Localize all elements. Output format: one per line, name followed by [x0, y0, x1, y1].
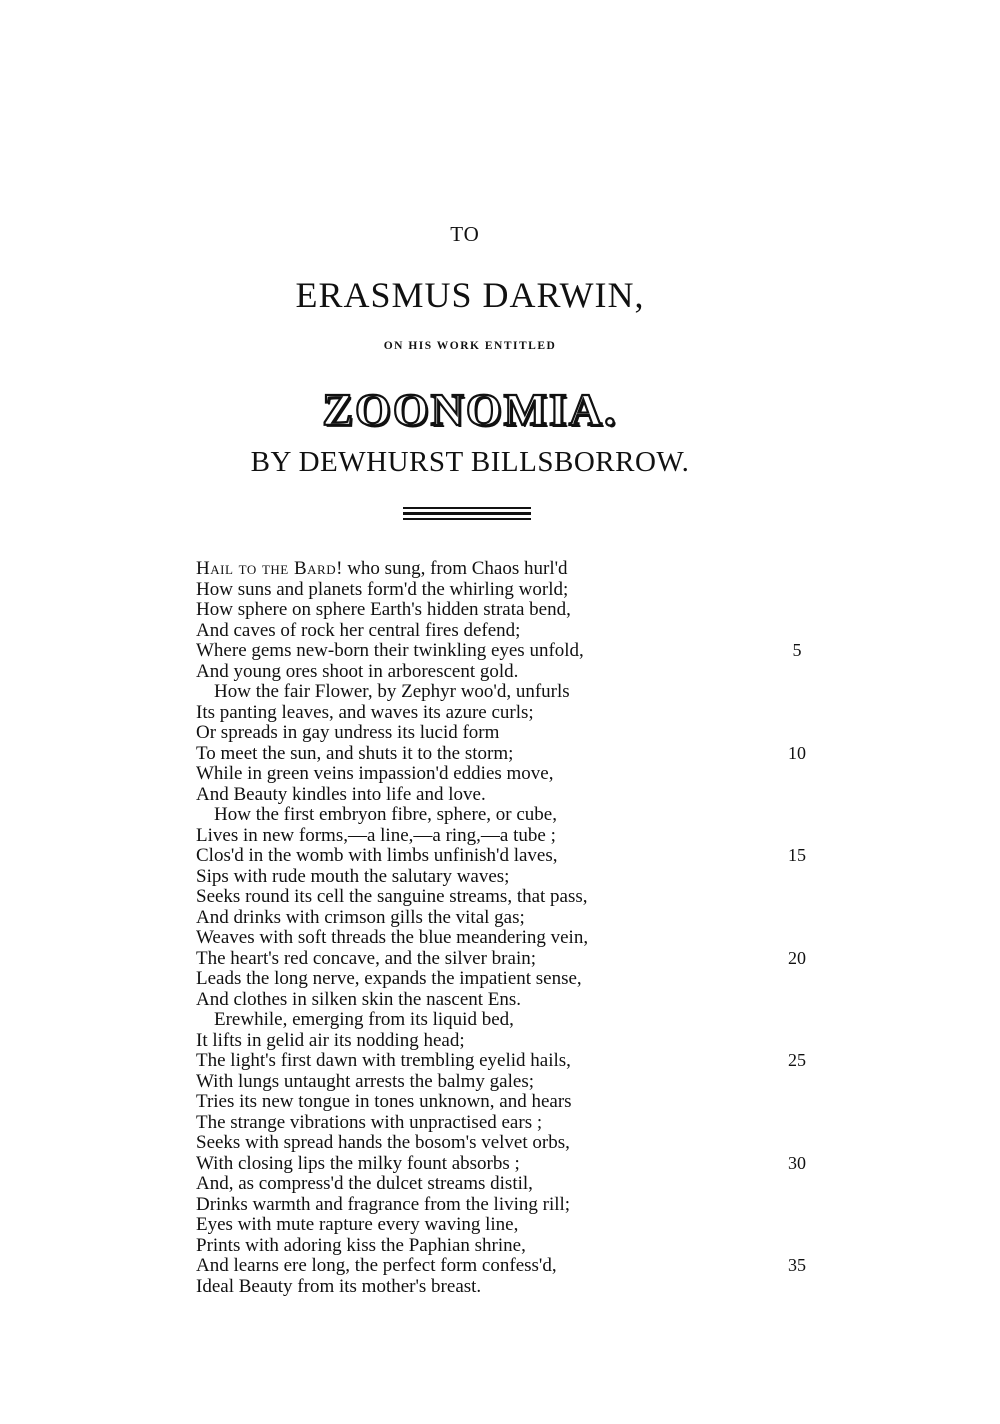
poem-line: Drinks warmth and fragrance from the living rill; — [196, 1193, 571, 1215]
ornamental-rule — [403, 518, 531, 520]
poem-line: And clothes in silken skin the nascent Ens. — [196, 988, 522, 1010]
poem-line: Or spreads in gay undress its lucid form — [196, 722, 500, 743]
poem-line: While in green veins impassion'd eddies move, — [196, 763, 554, 784]
poem-line: The light's first dawn with trembling eyelid hails, — [196, 1050, 571, 1071]
opening-smallcaps: Hail to the Bard — [196, 558, 337, 579]
line-number: 15 — [788, 845, 806, 865]
author-line: BY DEWHURST BILLSBORROW. — [250, 446, 690, 478]
poem-line: The heart's red concave, and the silver brain; — [196, 947, 536, 969]
poem-line: Tries its new tongue in tones unknown, and hears — [196, 1091, 572, 1112]
line-number: 20 — [788, 947, 806, 968]
poem-line: Its panting leaves, and waves its azure curls; — [196, 701, 534, 723]
poem-line: And learns ere long, the perfect form confess'd, — [196, 1255, 557, 1276]
poem-line: Leads the long nerve, expands the impatient sense, — [196, 968, 582, 989]
poem-line: And young ores shoot in arborescent gold. — [196, 660, 519, 682]
poem-line: Lives in new forms,—a line,—a ring,—a tube ; — [196, 824, 556, 846]
subtitle: ON HIS WORK ENTITLED — [383, 340, 557, 352]
poem-line: To meet the sun, and shuts it to the storm; — [196, 742, 514, 764]
ornamental-rule — [403, 507, 531, 509]
poem-line: The strange vibrations with unpractised ears ; — [196, 1111, 543, 1133]
poem-line: And Beauty kindles into life and love. — [196, 783, 486, 805]
line-number: 10 — [788, 742, 806, 763]
poem-line: Clos'd in the womb with limbs unfinish'd laves, — [196, 845, 558, 866]
line-number: 5 — [792, 640, 802, 660]
line-number: 30 — [788, 1152, 806, 1173]
poem-line: Seeks round its cell the sanguine streams, that pass, — [196, 886, 588, 907]
poem-line: Ideal Beauty from its mother's breast. — [196, 1275, 482, 1297]
dedication-to: TO — [450, 222, 480, 246]
poem-line: How the first embryon fibre, sphere, or cube, — [214, 804, 557, 825]
poem-line: How suns and planets form'd the whirling world; — [196, 578, 569, 600]
work-title: ZOONOMIA. — [322, 384, 618, 435]
poem-line: With lungs untaught arrests the balmy gales; — [196, 1070, 535, 1092]
poem-line: Erewhile, emerging from its liquid bed, — [214, 1009, 514, 1030]
line-number: 35 — [788, 1255, 806, 1275]
poem-line: Sips with rude mouth the salutary waves; — [196, 865, 510, 887]
poem-line: Prints with adoring kiss the Paphian shrine, — [196, 1234, 526, 1256]
poem-line: Eyes with mute rapture every waving line, — [196, 1214, 519, 1235]
poem-line: Where gems new-born their twinkling eyes unfold, — [196, 640, 584, 661]
poem-line — [196, 558, 568, 579]
poem-line: Seeks with spread hands the bosom's velvet orbs, — [196, 1132, 570, 1153]
poem-line: And caves of rock her central fires defend; — [196, 619, 521, 641]
poem-line: Weaves with soft threads the blue meandering vein, — [196, 927, 589, 948]
dedicatee-name: ERASMUS DARWIN, — [295, 275, 645, 315]
ornamental-rule — [403, 512, 531, 515]
poem-line: How the fair Flower, by Zephyr woo'd, unfurls — [214, 681, 570, 702]
poem-line: With closing lips the milky fount absorbs ; — [196, 1152, 520, 1174]
poem-line: How sphere on sphere Earth's hidden strata bend, — [196, 599, 571, 620]
poem-line: And drinks with crimson gills the vital gas; — [196, 906, 525, 928]
poem-line: And, as compress'd the dulcet streams distil, — [196, 1173, 533, 1194]
opening-rest: ! who sung, from Chaos hurl'd — [336, 558, 568, 579]
line-number: 25 — [788, 1050, 806, 1070]
poem-line: It lifts in gelid air its nodding head; — [196, 1029, 465, 1051]
